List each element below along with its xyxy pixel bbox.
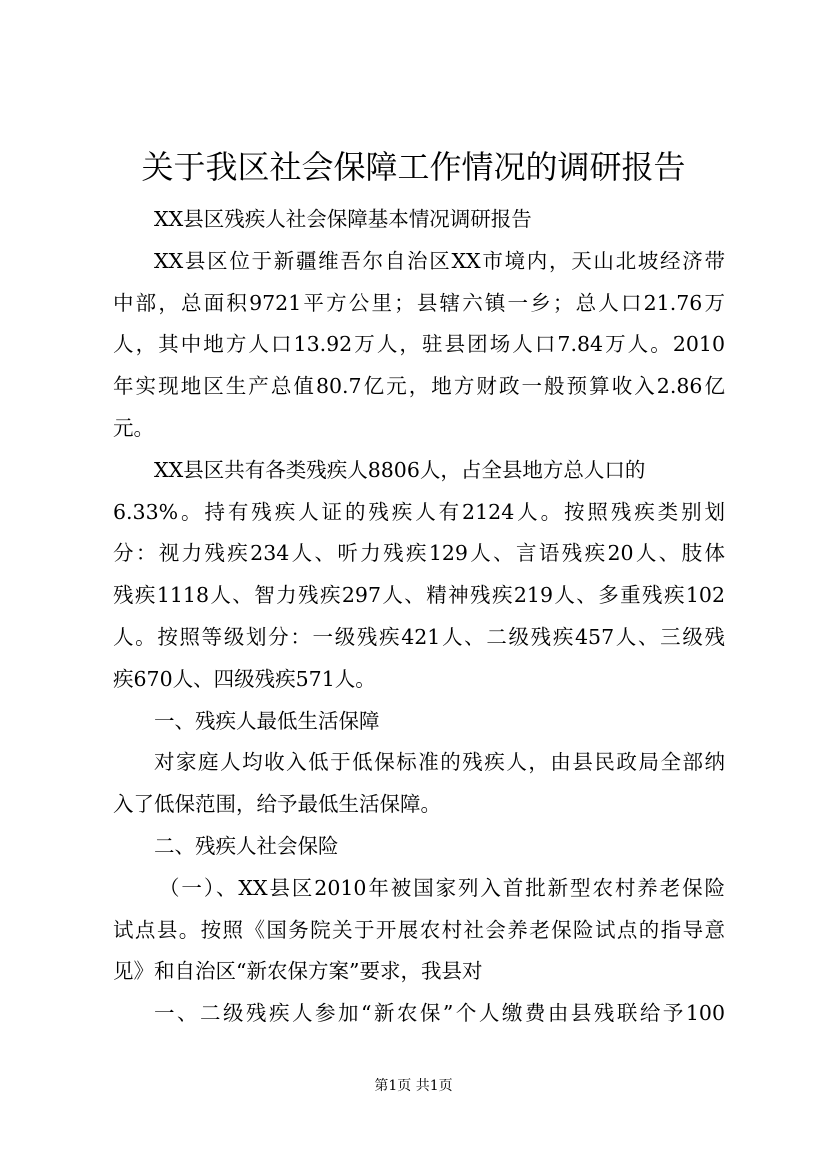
text-line: 对家庭人均收入低于低保标准的残疾人，由县民政局全部纳 — [154, 750, 725, 775]
text-line: 试点县。按照《国务院关于开展农村社会养老保险试点的指导意 — [113, 917, 725, 942]
section-heading: 二、残疾人社会保险 — [154, 833, 339, 858]
page-footer: 第1页 共1页 — [374, 1078, 453, 1094]
text-line: 一、二级残疾人参加“新农保”个人缴费由县残联给予100 — [154, 1001, 725, 1026]
text-line: XX县区共有各类残疾人8806人，占全县地方总人口的 — [154, 457, 646, 482]
text-line: 人，其中地方人口13.92万人，驻县团场人口7.84万人。2010 — [113, 332, 725, 357]
text-line: 见》和自治区“新农保方案”要求，我县对 — [113, 959, 483, 984]
text-line: 中部，总面积9721平方公里；县辖六镇一乡；总人口21.76万 — [113, 290, 725, 315]
document-body — [113, 199, 725, 1035]
document-title: 关于我区社会保障工作情况的调研报告 — [141, 148, 686, 186]
text-line: XX县区位于新疆维吾尔自治区XX市境内，天山北坡经济带 — [154, 248, 725, 273]
text-line: 人。按照等级划分：一级残疾421人、二级残疾457人、三级残 — [113, 624, 725, 649]
text-line: 入了低保范围，给予最低生活保障。 — [113, 792, 441, 817]
text-line: 年实现地区生产总值80.7亿元，地方财政一般预算收入2.86亿 — [113, 374, 725, 399]
text-line: 残疾1118人、智力残疾297人、精神残疾219人、多重残疾102 — [113, 583, 725, 608]
text-line: （一）、XX县区2010年被国家列入首批新型农村养老保险 — [159, 875, 725, 900]
text-line: 元。 — [113, 415, 154, 440]
text-line: 6.33%。持有残疾人证的残疾人有2124人。按照残疾类别划 — [113, 499, 725, 524]
text-line: XX县区残疾人社会保障基本情况调研报告 — [154, 207, 532, 231]
text-line: 分：视力残疾234人、听力残疾129人、言语残疾20人、肢体 — [113, 541, 725, 566]
section-heading: 一、残疾人最低生活保障 — [154, 708, 380, 733]
text-line: 疾670人、四级残疾571人。 — [113, 666, 376, 691]
